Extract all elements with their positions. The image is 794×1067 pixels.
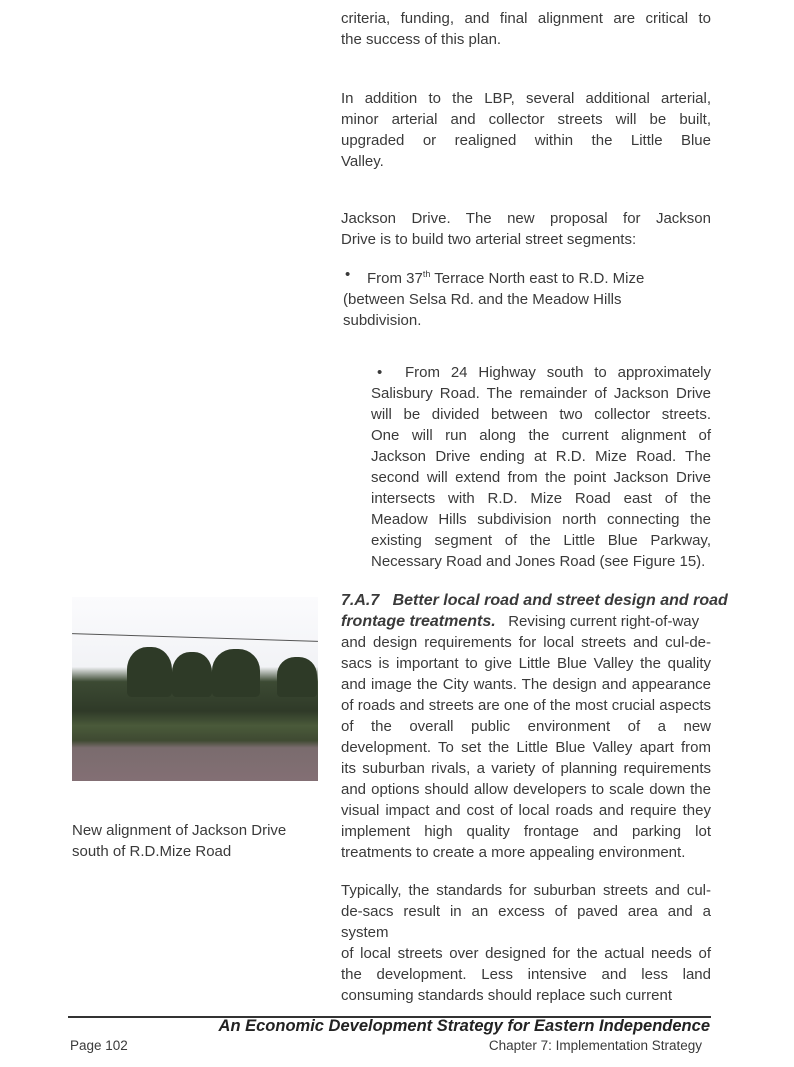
text: From 24 Highway south to approximately — [405, 364, 711, 381]
text-line: Jackson Drive ending at R.D. Mize Road. The — [371, 448, 711, 465]
text-line: de-sacs result in an excess of paved area and a system — [341, 903, 711, 941]
text-line: its suburban rivals, a variety of planning requirements — [341, 760, 711, 777]
section-7a7 — [341, 590, 728, 863]
footer-title: An Economic Development Strategy for Eastern Independence — [218, 1017, 710, 1035]
photo-caption — [72, 820, 286, 862]
page-number: Page 102 — [70, 1038, 128, 1053]
text-line: Meadow Hills subdivision north connecting the — [371, 511, 711, 528]
text-line: minor arterial and collector streets will be built, — [341, 111, 711, 128]
text-line: and image the City wants. The design and appearance — [341, 676, 711, 693]
bullet-icon: • — [345, 266, 351, 283]
paragraph-3 — [341, 208, 711, 250]
text-line: the success of this plan. — [341, 31, 502, 48]
tree — [172, 652, 212, 697]
text-line: treatments to create a more appealing environment. — [341, 844, 686, 861]
text-line: of the overall public environment of a new — [341, 718, 711, 735]
paragraph-1 — [341, 8, 711, 50]
text-line: and options should allow developers to scale down the — [341, 781, 711, 798]
text: From 37 — [367, 270, 423, 287]
text-line: One will run along the current alignment of — [371, 427, 711, 444]
tree — [127, 647, 172, 697]
text-line: of roads and streets are one of the most crucial aspects — [341, 697, 711, 714]
text-line: subdivision. — [343, 312, 422, 329]
text-line: development. To set the Little Blue Valley apart from — [341, 739, 711, 756]
bullet-item-2 — [371, 362, 711, 572]
tree — [212, 649, 260, 697]
text-line: (between Selsa Rd. and the Meadow Hills — [343, 291, 622, 308]
text-line: second will extend from the point Jackson Drive — [371, 469, 711, 486]
chapter-label: Chapter 7: Implementation Strategy — [488, 1038, 702, 1053]
text-line: In addition to the LBP, several additional arterial, — [341, 90, 711, 107]
text-line: consuming standards should replace such current — [341, 987, 673, 1004]
text-line: will be divided between two collector streets. — [371, 406, 711, 423]
text: Revising current right-of-way — [508, 613, 700, 630]
text-line: visual impact and cost of local roads and require they — [341, 802, 711, 819]
superscript: th — [422, 269, 431, 279]
text-line: Typically, the standards for suburban streets and cul- — [341, 882, 711, 899]
text-line: existing segment of the Little Blue Parkway, — [371, 532, 711, 549]
text-line: Valley. — [341, 153, 384, 170]
tree — [277, 657, 317, 697]
text-line: the development. Less intensive and less land — [341, 966, 711, 983]
bullet-item-1 — [343, 264, 688, 331]
text-line: Jackson Drive. The new proposal for Jackson — [341, 210, 711, 227]
text: Terrace North east to R.D. Mize — [430, 270, 645, 287]
caption-line: New alignment of Jackson Drive — [72, 822, 287, 839]
paragraph-2 — [341, 88, 711, 172]
text-line: sacs is important to give Little Blue Valley the quality — [341, 655, 711, 672]
paragraph-4 — [341, 880, 711, 1006]
text-line: upgraded or realigned within the Little Blue — [341, 132, 711, 149]
text-line: Necessary Road and Jones Road (see Figure 15). — [371, 553, 706, 570]
section-number: 7.A.7 — [341, 592, 380, 609]
text-line: intersects with R.D. Mize Road east of the — [371, 490, 711, 507]
bullet-icon: • — [377, 364, 383, 381]
text-line: Salisbury Road. The remainder of Jackson Drive — [371, 385, 711, 402]
text-line: of local streets over designed for the actual needs of — [341, 945, 711, 962]
section-title-cont: frontage treatments. — [341, 613, 496, 630]
power-line — [72, 633, 318, 642]
text-line: criteria, funding, and final alignment are critical to — [341, 10, 711, 27]
caption-line: south of R.D.Mize Road — [72, 843, 232, 860]
text-line: and design requirements for local streets and cul-de- — [341, 634, 711, 651]
section-title: Better local road and street design and road — [392, 592, 728, 609]
text-line: implement high quality frontage and parking lot — [341, 823, 711, 840]
road-photo — [72, 597, 318, 781]
text-line: Drive is to build two arterial street segments: — [341, 231, 637, 248]
